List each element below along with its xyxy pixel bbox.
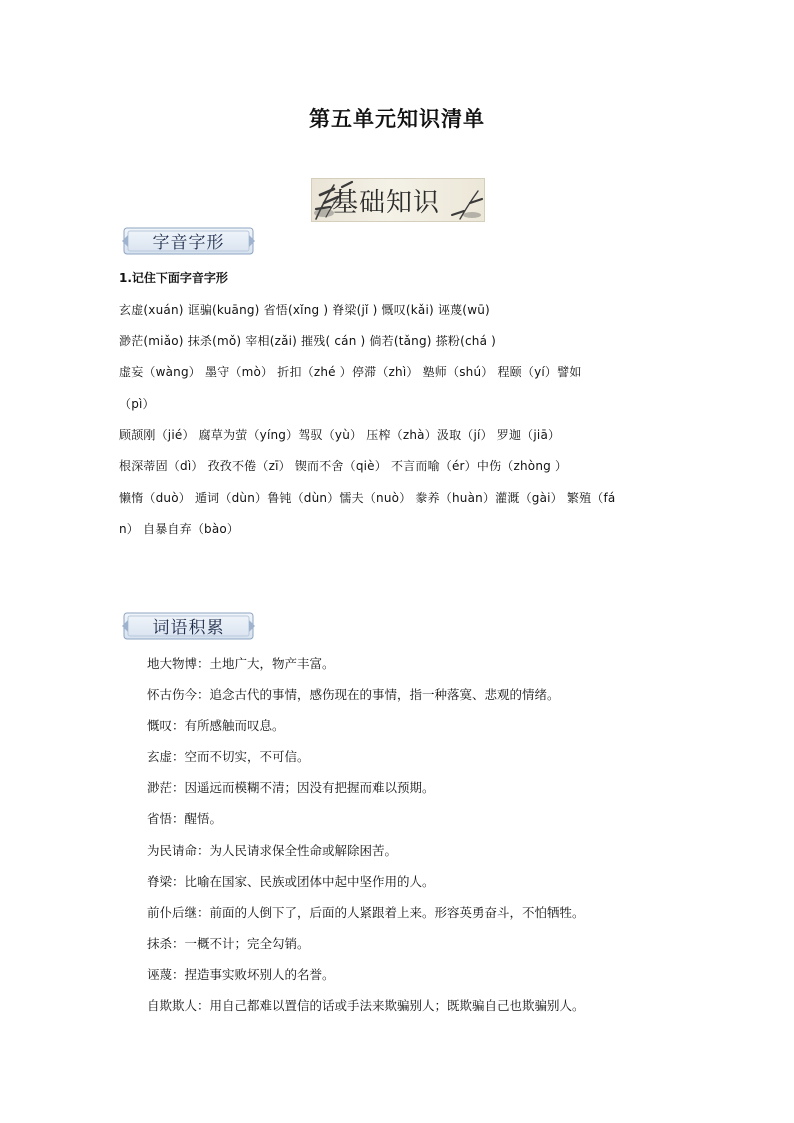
vocab-entry: 前仆后继：前面的人倒下了，后面的人紧跟着上来。形容英勇奋斗，不怕牺牲。: [147, 905, 585, 920]
vocab-entry: 渺茫：因遥远而模糊不清；因没有把握而难以预期。: [147, 780, 435, 795]
section-heading: 1.记住下面字音字形: [119, 271, 228, 285]
page-title: 第五单元知识清单: [309, 107, 485, 131]
pinyin-line: 玄虚(xuán) 诓骗(kuāng) 省悟(xǐng ) 脊梁(jǐ ) 慨叹(kǎi) 诬蔑(wū): [119, 303, 490, 317]
vocab-entry: 地大物博：土地广大，物产丰富。: [147, 656, 335, 671]
vocab-entry: 抹杀：一概不计；完全勾销。: [147, 936, 310, 951]
pinyin-line: 虚妄（wàng） 墨守（mò） 折扣（zhé ）停滞（zhì） 塾师（shú） 程颐（yí）譬如: [119, 365, 582, 379]
pinyin-line: 顾颉刚（jié） 腐草为萤（yíng）驾驭（yù） 压榨（zhà）汲取（jí） 罗迦（jiā）: [119, 428, 561, 442]
vocab-entry: 自欺欺人：用自己都难以置信的话或手法来欺骗别人；既欺骗自己也欺骗别人。: [147, 998, 585, 1013]
pinyin-line: n） 自暴自弃（bào）: [119, 522, 240, 536]
section-tab-pronunciation: [120, 225, 257, 257]
section-banner: [311, 178, 485, 222]
pinyin-line: 根深蒂固（dì） 孜孜不倦（zī） 锲而不舍（qiè） 不言而喻（ér）中伤（zhòng ）: [119, 459, 568, 473]
banner-title: 基础知识: [332, 188, 441, 218]
pinyin-line: 渺茫(miǎo) 抹杀(mǒ) 宰相(zǎi) 摧残( cán ) 倘若(tǎng) 搽粉(chá ): [119, 334, 497, 348]
vocab-entry: 为民请命：为人民请求保全性命或解除困苦。: [147, 843, 398, 858]
tab-label: 字音字形: [152, 233, 225, 253]
section-tab-vocabulary: [120, 610, 257, 642]
vocab-entry: 慨叹：有所感触而叹息。: [147, 718, 285, 733]
vocab-entry: 脊梁：比喻在国家、民族或团体中起中坚作用的人。: [147, 874, 435, 889]
tab-label: 词语积累: [152, 618, 225, 638]
pinyin-line: 懒惰（duò） 遁词（dùn）鲁钝（dùn）懦夫（nuò） 豢养（huàn）灌溉（gài） 繁殖（fá: [119, 491, 616, 505]
vocab-entry: 诬蔑：捏造事实败坏别人的名誉。: [147, 967, 335, 982]
vocab-entry: 玄虚：空而不切实，不可信。: [147, 749, 310, 764]
vocab-entry: 怀古伤今：追念古代的事情，感伤现在的事情，指一种落寞、悲观的情绪。: [147, 687, 560, 702]
vocab-entry: 省悟：醒悟。: [147, 811, 223, 826]
pinyin-line: （pì）: [119, 397, 155, 411]
